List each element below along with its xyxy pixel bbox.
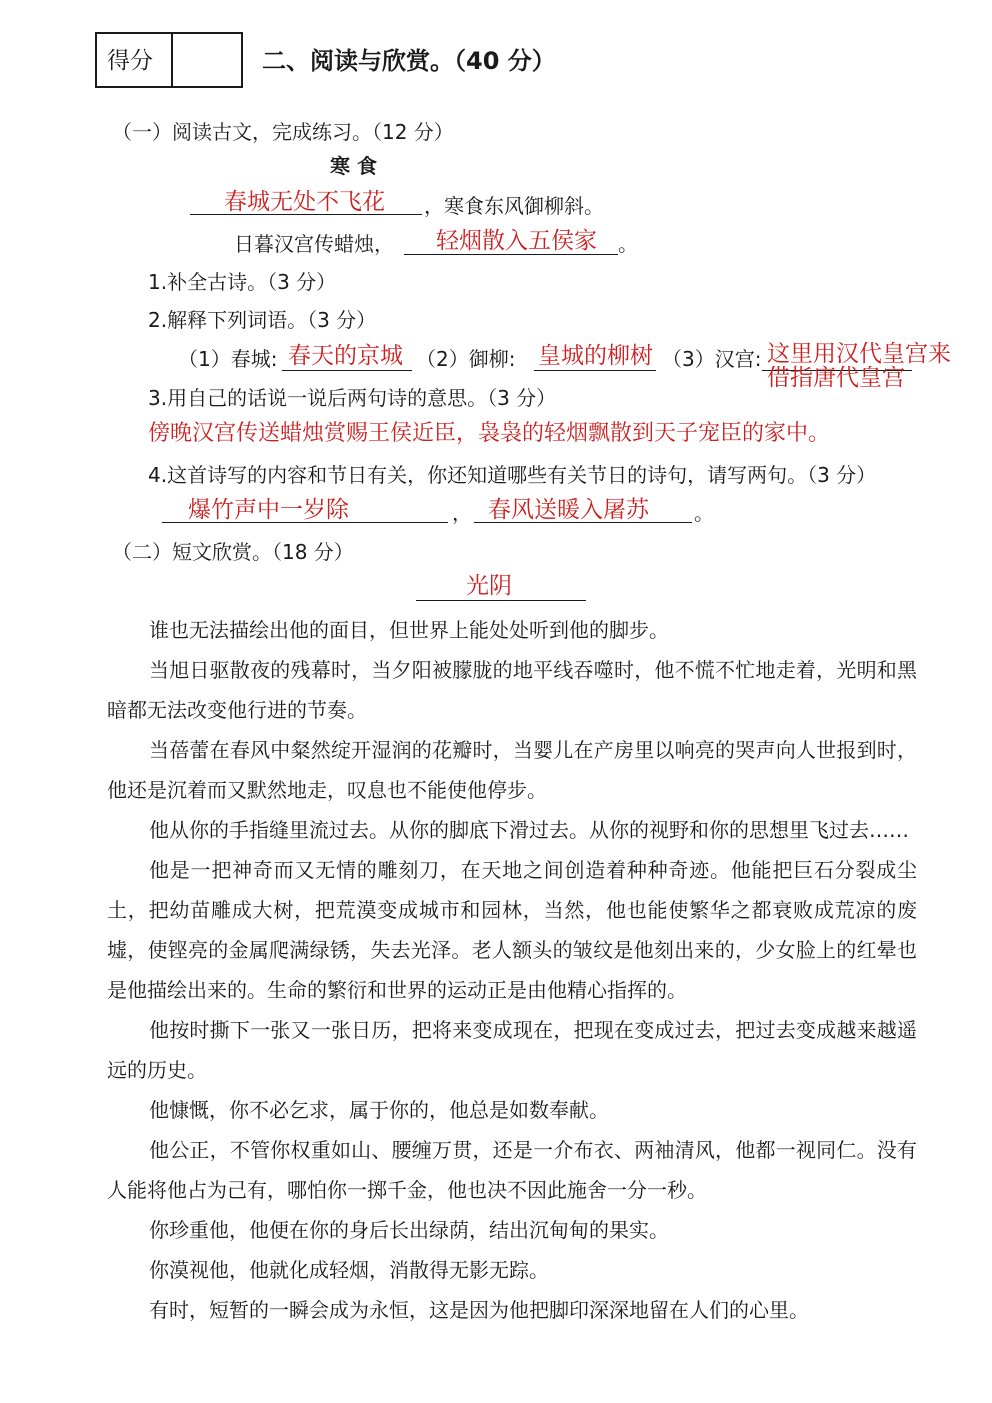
- line1-answer: 春城无处不飞花: [224, 189, 385, 215]
- title-blank: [416, 600, 586, 601]
- q2-item1-blank: [282, 370, 412, 371]
- essay-paragraph: 他是一把神奇而又无情的雕刻刀，在天地之间创造着种种奇迹。他能把巨石分裂成尘土，把幼苗雕成大树，把荒漠变成城市和园林，当然，他也能使繁华之都衰败成荒凉的废墟，使铿亮的金属爬满绿锈，失去光泽。老人额头的皱纹是他刻出来的，少女脸上的红晕也是他描绘出来的。生命的繁衍和世界的运动正是由他精心指挥的。: [107, 858, 917, 1002]
- question-3: 3.用自己的话说一说后两句诗的意思。（3 分）: [148, 386, 557, 410]
- essay-paragraph: 他按时撕下一张又一张日历，把将来变成现在，把现在变成过去，把过去变成越来越遥远的历史。: [107, 1018, 917, 1082]
- q2-item2-label: （2）御柳:: [416, 347, 516, 371]
- q2-item1-answer: 春天的京城: [288, 343, 403, 369]
- question-4: 4.这首诗写的内容和节日有关，你还知道哪些有关节日的诗句，请写两句。（3 分）: [148, 463, 877, 487]
- poem-title: 寒 食: [330, 154, 377, 178]
- essay-paragraph: 他公正，不管你权重如山、腰缠万贯，还是一介布衣、两袖清风，他都一视同仁。没有人能将他占为己有，哪怕你一掷千金，他也决不因此施舍一分一秒。: [107, 1138, 917, 1202]
- section-title: 二、阅读与欣赏。（40 分）: [262, 47, 556, 75]
- line2-end: 。: [618, 232, 638, 256]
- q2-item3-label: （3）汉宫:: [662, 347, 762, 371]
- question-2: 2.解释下列词语。（3 分）: [148, 308, 377, 332]
- line2-start: 日暮汉宫传蜡烛，: [234, 232, 394, 256]
- question-1: 1.补全古诗。（3 分）: [148, 270, 337, 294]
- line2-answer: 轻烟散入五侯家: [436, 228, 597, 254]
- essay-paragraph: 当旭日驱散夜的残幕时，当夕阳被朦胧的地平线吞噬时，他不慌不忙地走着，光明和黑暗都无法改变他行进的节奏。: [107, 658, 917, 722]
- q2-item3-answer-line2: 借指唐代皇宫: [767, 365, 905, 391]
- q4-end: 。: [694, 501, 714, 525]
- essay-paragraph: 你珍重他，他便在你的身后长出绿荫，结出沉甸甸的果实。: [149, 1218, 669, 1242]
- line1-rest: ，寒食东风御柳斜。: [424, 194, 604, 218]
- q3-answer: 傍晚汉宫传送蜡烛赏赐王侯近臣，袅袅的轻烟飘散到天子宠臣的家中。: [148, 421, 831, 446]
- essay-paragraph: 你漠视他，他就化成轻烟，消散得无影无踪。: [149, 1258, 549, 1282]
- essay-title-answer: 光阴: [466, 573, 512, 599]
- score-label: 得分: [107, 48, 153, 74]
- score-box: [95, 32, 243, 88]
- essay-paragraph: 谁也无法描绘出他的面目，但世界上能处处听到他的脚步。: [149, 618, 669, 642]
- q2-item2-answer: 皇城的柳树: [538, 343, 653, 369]
- q4-answer1: 爆竹声中一岁除: [188, 497, 349, 523]
- score-box-divider: [171, 34, 173, 86]
- part2-heading: （二）短文欣赏。（18 分）: [112, 540, 354, 564]
- q4-separator: ，: [452, 501, 472, 525]
- part1-heading: （一）阅读古文，完成练习。（12 分）: [112, 120, 454, 144]
- q2-item1-label: （1）春城:: [178, 347, 278, 371]
- q2-item2-blank: [534, 370, 656, 371]
- essay-paragraph: 他从你的手指缝里流过去。从你的脚底下滑过去。从你的视野和你的思想里飞过去……: [149, 818, 909, 842]
- essay-paragraph: 有时，短暂的一瞬会成为永恒，这是因为他把脚印深深地留在人们的心里。: [149, 1298, 809, 1322]
- q4-answer2: 春风送暖入屠苏: [488, 497, 649, 523]
- essay-paragraph: 他慷慨，你不必乞求，属于你的，他总是如数奉献。: [149, 1098, 609, 1122]
- q2-item3-answer-line1: 这里用汉代皇宫来: [767, 341, 951, 367]
- essay-body: [107, 610, 917, 1330]
- essay-paragraph: 当蓓蕾在春风中粲然绽开湿润的花瓣时，当婴儿在产房里以响亮的哭声向人世报到时，他还是沉着而又默然地走，叹息也不能使他停步。: [107, 738, 917, 802]
